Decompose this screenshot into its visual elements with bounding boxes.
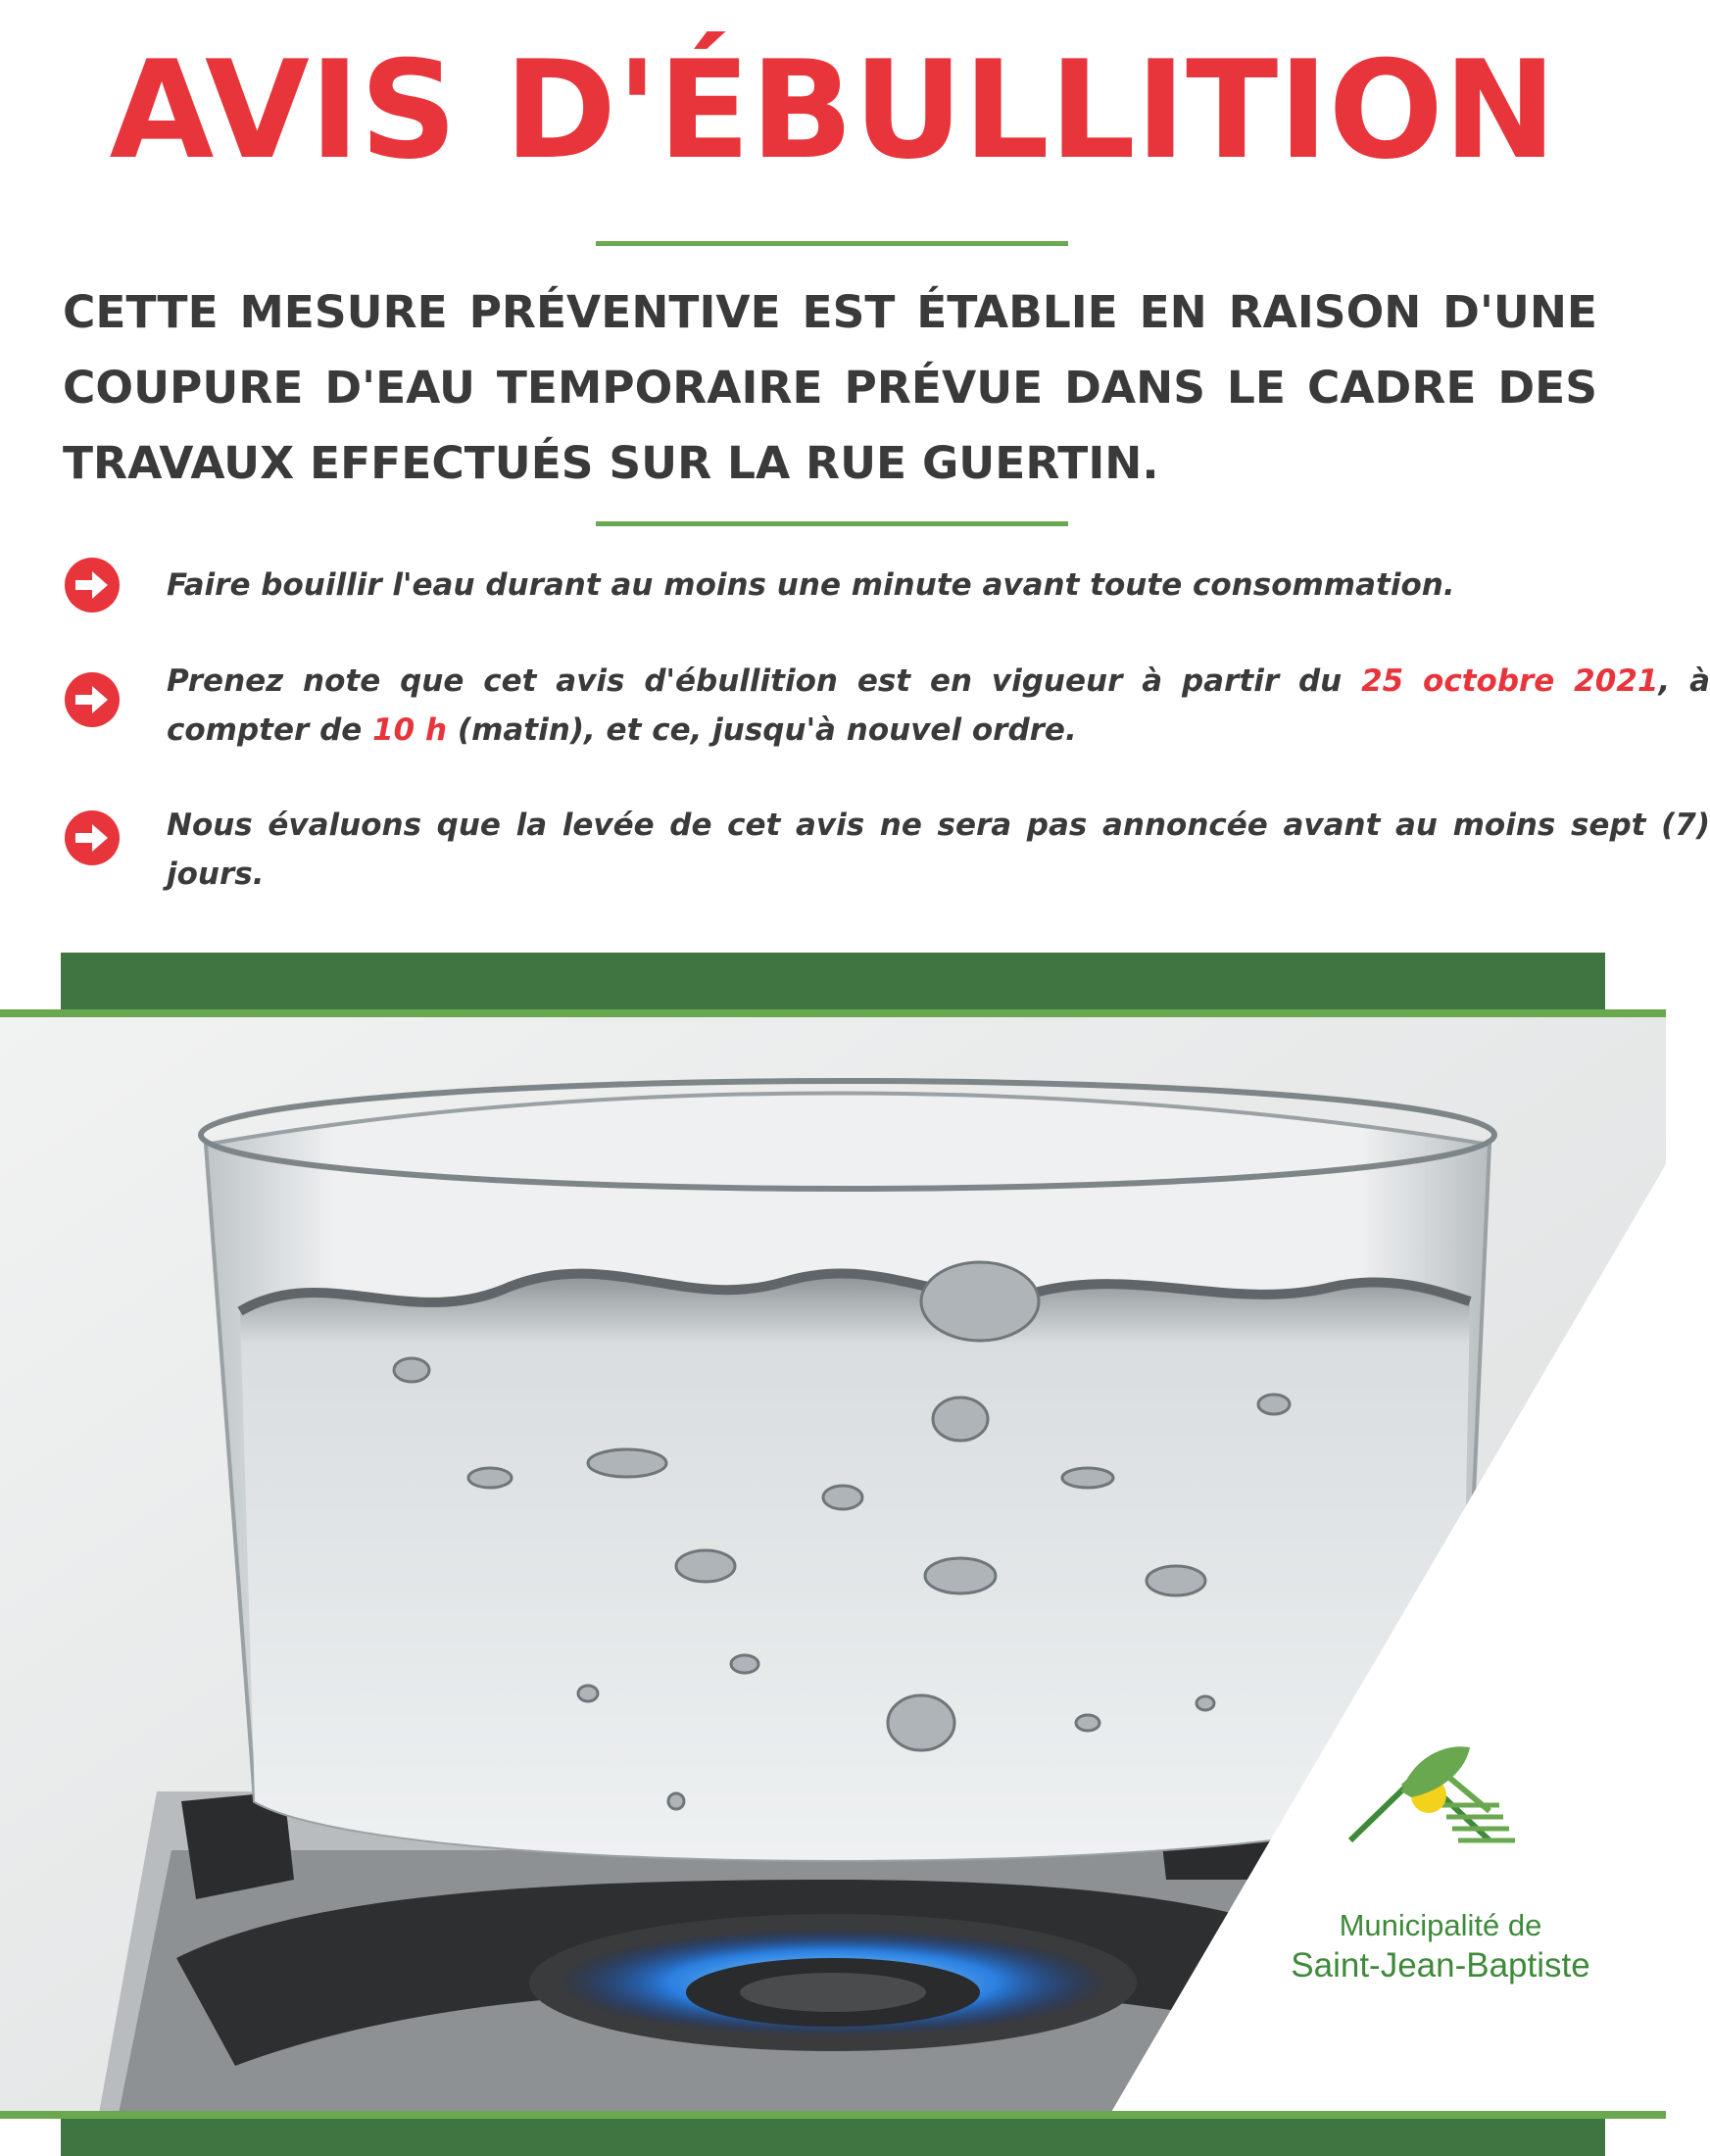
- text-segment: (matin), et ce, jusqu'à nouvel ordre.: [447, 712, 1077, 748]
- effective-date: 25 octobre 2021: [1361, 663, 1659, 699]
- green-band-top: [61, 953, 1605, 1009]
- lead-paragraph: CETTE MESURE PRÉVENTIVE EST ÉTABLIE EN RAISON D'UNE COUPURE D'EAU TEMPORAIRE PRÉVUE DANS LE CADRE DES TRAVAUX EFFECTUÉS SUR LA RUE GUERTIN.: [63, 286, 1597, 489]
- text-segment: , à compter de: [167, 663, 1710, 748]
- instruction-item-duration: [59, 801, 1710, 899]
- instruction-item-boil: [59, 561, 1710, 610]
- divider-top: [596, 241, 1068, 246]
- arrow-right-circle-icon: [63, 670, 122, 729]
- green-line-bottom: [0, 2111, 1666, 2119]
- instruction-text: Faire bouillir l'eau durant au moins une minute avant toute consommation.: [167, 567, 1455, 603]
- text-segment: Prenez note que cet avis d'ébullition est en vigueur à partir du: [167, 663, 1362, 699]
- instruction-item-effective-date: [59, 657, 1710, 755]
- green-line-top: [0, 1009, 1666, 1017]
- arrow-right-circle-icon: [63, 808, 122, 867]
- instruction-text: Nous évaluons que la levée de cet avis ne sera pas annoncée avant au moins sept (7) jours.: [167, 808, 1710, 892]
- logo-text-line1: Municipalité de: [1339, 1908, 1542, 1942]
- logo-text-line2: Saint-Jean-Baptiste: [1291, 1946, 1590, 1984]
- instruction-text: [167, 657, 1710, 755]
- arrow-right-circle-icon: [63, 556, 122, 614]
- green-band-bottom: [61, 2119, 1605, 2156]
- notice-title: AVIS D'ÉBULLITION: [109, 31, 1557, 189]
- effective-time: 10 h: [372, 712, 448, 748]
- divider-bottom: [596, 521, 1068, 526]
